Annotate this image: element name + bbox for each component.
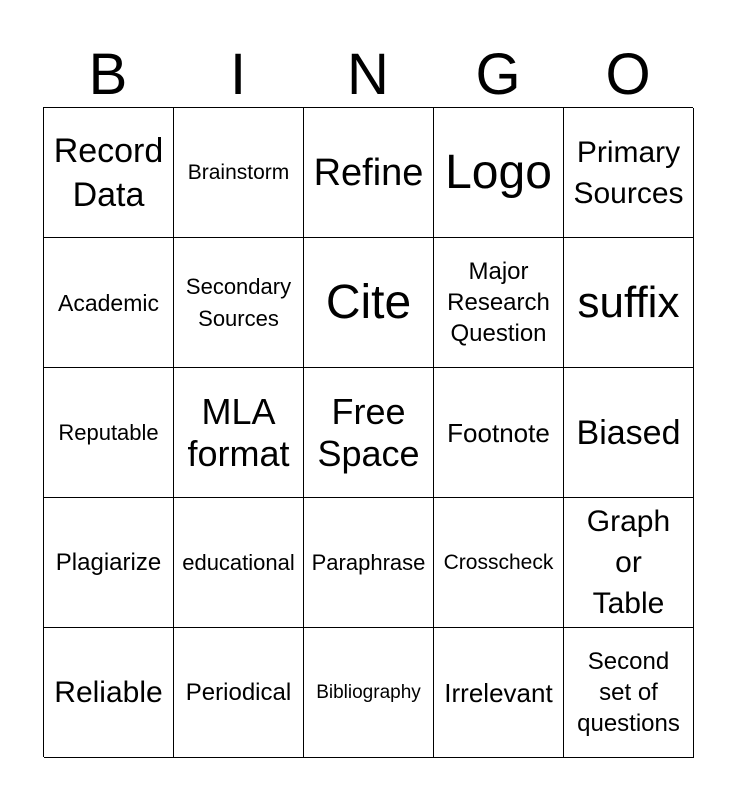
cell-text: educational bbox=[182, 549, 295, 575]
bingo-cell bbox=[44, 628, 174, 758]
cell-text: Second set of questions bbox=[577, 648, 680, 737]
cell-text: Periodical bbox=[185, 679, 292, 706]
cell-text: suffix bbox=[577, 277, 680, 327]
cell-text: Brainstorm bbox=[187, 160, 290, 184]
bingo-cell bbox=[564, 628, 694, 758]
cell-text: Footnote bbox=[447, 417, 550, 448]
cell-text: MLA format bbox=[187, 390, 290, 474]
bingo-cell bbox=[564, 498, 694, 628]
bingo-board bbox=[43, 107, 693, 757]
cell-text: Secondary Sources bbox=[185, 273, 292, 331]
bingo-cell bbox=[174, 498, 304, 628]
bingo-cell bbox=[434, 498, 564, 628]
cell-text: Irrelevant bbox=[444, 677, 553, 708]
bingo-header bbox=[43, 44, 693, 106]
cell-text: Bibliography bbox=[316, 681, 421, 703]
bingo-cell bbox=[434, 238, 564, 368]
bingo-cell bbox=[174, 238, 304, 368]
bingo-cell bbox=[304, 238, 434, 368]
bingo-cell bbox=[434, 368, 564, 498]
bingo-cell bbox=[174, 108, 304, 238]
header-letter-g: G bbox=[475, 42, 521, 107]
cell-text: Major Research Question bbox=[447, 258, 550, 347]
bingo-cell bbox=[174, 368, 304, 498]
cell-text: Crosscheck bbox=[443, 550, 554, 574]
header-letter-o: O bbox=[605, 42, 651, 107]
bingo-cell bbox=[304, 628, 434, 758]
cell-text: Refine bbox=[313, 151, 424, 194]
cell-text: Reliable bbox=[54, 676, 163, 709]
bingo-cell bbox=[564, 238, 694, 368]
cell-text: Record Data bbox=[53, 131, 164, 214]
bingo-cell bbox=[304, 368, 434, 498]
cell-text: Reputable bbox=[58, 419, 159, 445]
bingo-cell bbox=[174, 628, 304, 758]
cell-text: Cite bbox=[325, 275, 412, 329]
bingo-cell bbox=[44, 368, 174, 498]
bingo-cell bbox=[44, 498, 174, 628]
bingo-cell bbox=[564, 368, 694, 498]
cell-text: Plagiarize bbox=[55, 549, 162, 576]
bingo-cell bbox=[44, 238, 174, 368]
bingo-cell bbox=[564, 108, 694, 238]
bingo-cell bbox=[304, 498, 434, 628]
cell-text: Graph or Table bbox=[586, 505, 671, 620]
cell-text: Free Space bbox=[317, 390, 420, 474]
cell-text: Logo bbox=[445, 145, 552, 199]
bingo-cell bbox=[434, 628, 564, 758]
cell-text: Paraphrase bbox=[311, 549, 426, 575]
bingo-cell bbox=[44, 108, 174, 238]
bingo-cell bbox=[434, 108, 564, 238]
header-letter-b: B bbox=[88, 42, 128, 107]
cell-text: Primary Sources bbox=[573, 135, 684, 210]
cell-text: Academic bbox=[58, 289, 159, 316]
cell-text: Biased bbox=[576, 413, 681, 452]
header-letter-n: N bbox=[347, 42, 389, 107]
header-letter-i: I bbox=[229, 42, 247, 107]
bingo-cell bbox=[304, 108, 434, 238]
